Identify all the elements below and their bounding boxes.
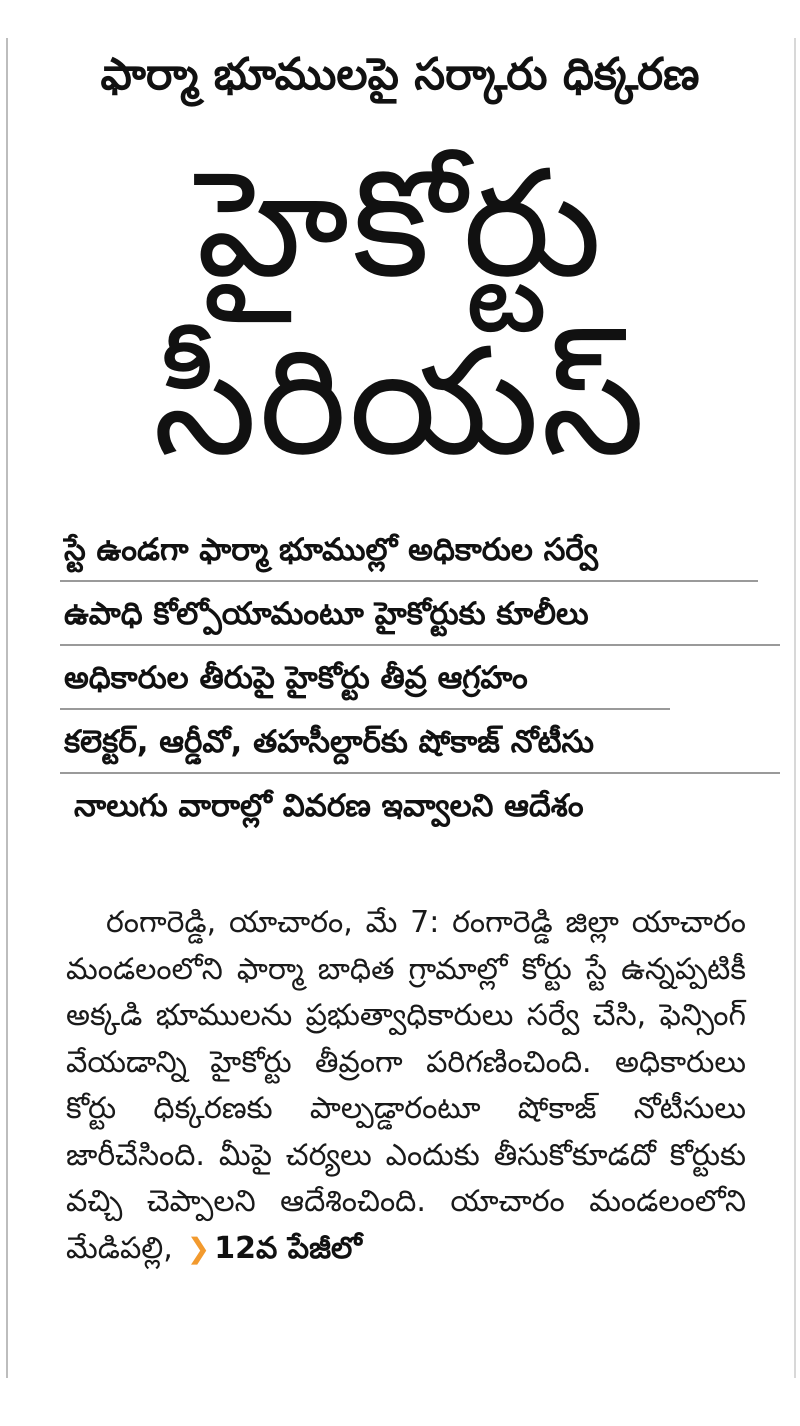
main-headline-line-2: సీరియస్‌ — [153, 316, 647, 488]
deck-text: ఉపాధి కోల్పోయామంటూ హైకోర్టుకు కూలీలు — [64, 596, 589, 632]
deck-text: కలెక్టర్‌, ఆర్డీవో, తహసీల్దార్‌కు షోకాజ్‌ నోటీసు — [64, 724, 594, 760]
deck-line — [60, 712, 780, 776]
body-paragraph — [66, 900, 746, 1272]
continuation-link[interactable] — [187, 1231, 362, 1266]
chevron-right-icon: ❯ — [186, 1231, 211, 1265]
body-paragraph-text: రంగారెడ్డి, యాచారం, మే 7: రంగారెడ్డి జిల్లా యాచారం మండలంలోని ఫార్మా బాధిత గ్రామాల్లో కోర్టు స్టే ఉన్నప్పటికీ అక్కడి భూములను ప్రభుత్వాధికారులు సర్వే చేసి, ఫెన్సింగ్‌ వేయడాన్ని హైకోర్టు తీవ్రంగా పరిగణించింది. అధికారులు కోర్టు ధిక్కరణకు పాల్పడ్డారంటూ షోకాజ్‌ నోటీసులు జారీచేసింది. మీపై చర్యలు ఎందుకు తీసుకోకూడదో కోర్టుకు వచ్చి చెప్పాలని ఆదేశించింది. యాచారం మండలంలోని మేడిపల్లి, — [66, 905, 746, 1266]
deck-divider — [60, 772, 780, 774]
deck-line — [60, 648, 780, 712]
deck-text: స్టే ఉండగా ఫార్మా భూముల్లో అధికారుల సర్వే — [64, 532, 598, 568]
deck-text: అధికారుల తీరుపై హైకోర్టు తీవ్ర ఆగ్రహం — [64, 660, 528, 696]
continuation-label: 12వ పేజీలో — [214, 1230, 362, 1266]
main-headline-line-1: హైకోర్టు — [196, 138, 604, 310]
deck-line — [60, 520, 780, 584]
deck-line — [60, 584, 780, 648]
deck-divider — [60, 644, 780, 646]
kicker-headline: ఫార్మా భూములపై సర్కారు ధిక్కరణ — [100, 49, 700, 100]
deck-line — [60, 776, 780, 840]
article-body — [66, 900, 746, 1272]
deck-text: నాలుగు వారాల్లో వివరణ ఇవ్వాలని ఆదేశం — [74, 788, 584, 824]
deck-divider — [60, 580, 758, 582]
deck-divider — [60, 708, 670, 710]
deck-list — [60, 520, 780, 840]
